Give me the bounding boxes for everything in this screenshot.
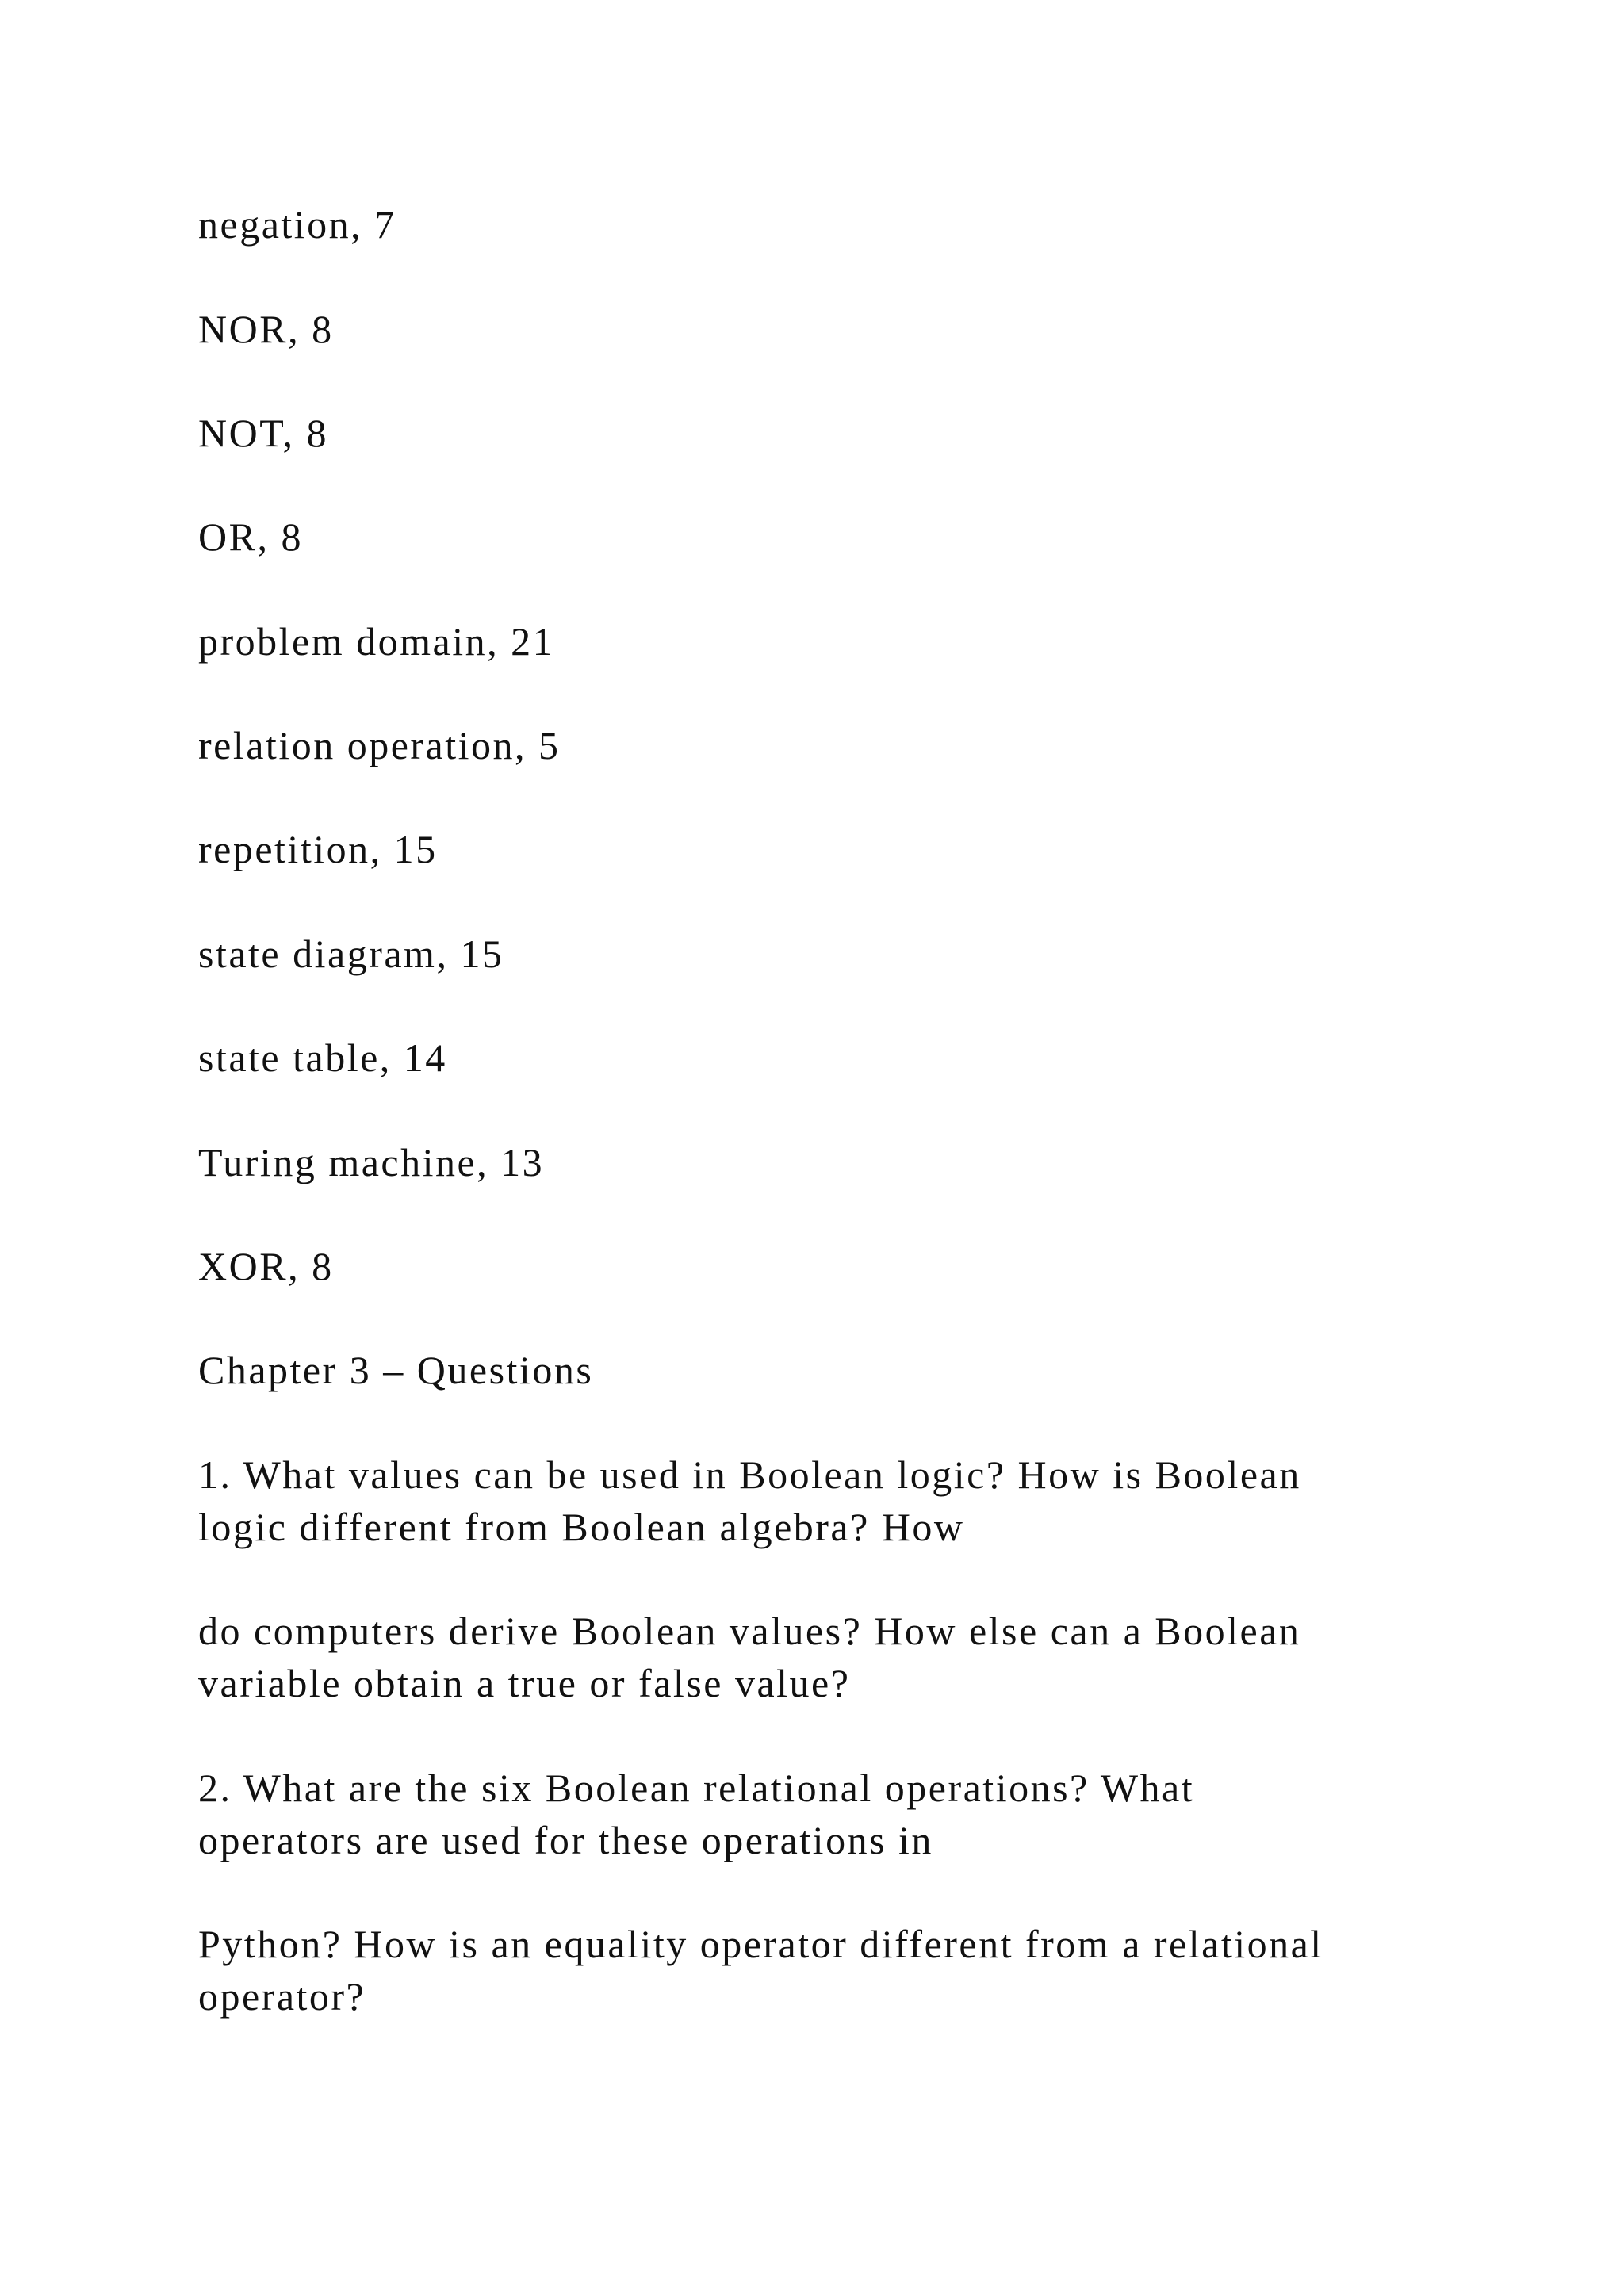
question-line: 2. What are the six Boolean relational operations? What — [198, 1766, 1195, 1810]
index-entry: state diagram, 15 — [198, 932, 504, 976]
index-entry: XOR, 8 — [198, 1244, 334, 1288]
question-paragraph — [198, 1448, 1301, 1553]
question-line: operator? — [198, 1974, 366, 2019]
index-entry: repetition, 15 — [198, 827, 438, 871]
question-paragraph — [198, 1918, 1323, 2022]
question-line: Python? How is an equality operator different from a relational — [198, 1922, 1323, 1966]
index-entry: problem domain, 21 — [198, 619, 555, 664]
index-entry: NOR, 8 — [198, 307, 334, 351]
question-line: do computers derive Boolean values? How else can a Boolean — [198, 1609, 1301, 1653]
question-line: logic different from Boolean algebra? How — [198, 1505, 965, 1549]
question-paragraph — [198, 1762, 1194, 1866]
index-entry: NOT, 8 — [198, 411, 329, 455]
index-entry: Turing machine, 13 — [198, 1140, 545, 1184]
question-line: variable obtain a true or false value? — [198, 1661, 851, 1705]
index-entry: OR, 8 — [198, 515, 303, 559]
question-line: 1. What values can be used in Boolean logic? How is Boolean — [198, 1452, 1301, 1497]
question-line: operators are used for these operations in — [198, 1818, 933, 1862]
section-heading: Chapter 3 – Questions — [198, 1348, 594, 1392]
index-entry: negation, 7 — [198, 202, 396, 247]
question-paragraph — [198, 1605, 1300, 1709]
index-entry: state table, 14 — [198, 1035, 447, 1080]
index-entry: relation operation, 5 — [198, 723, 561, 767]
